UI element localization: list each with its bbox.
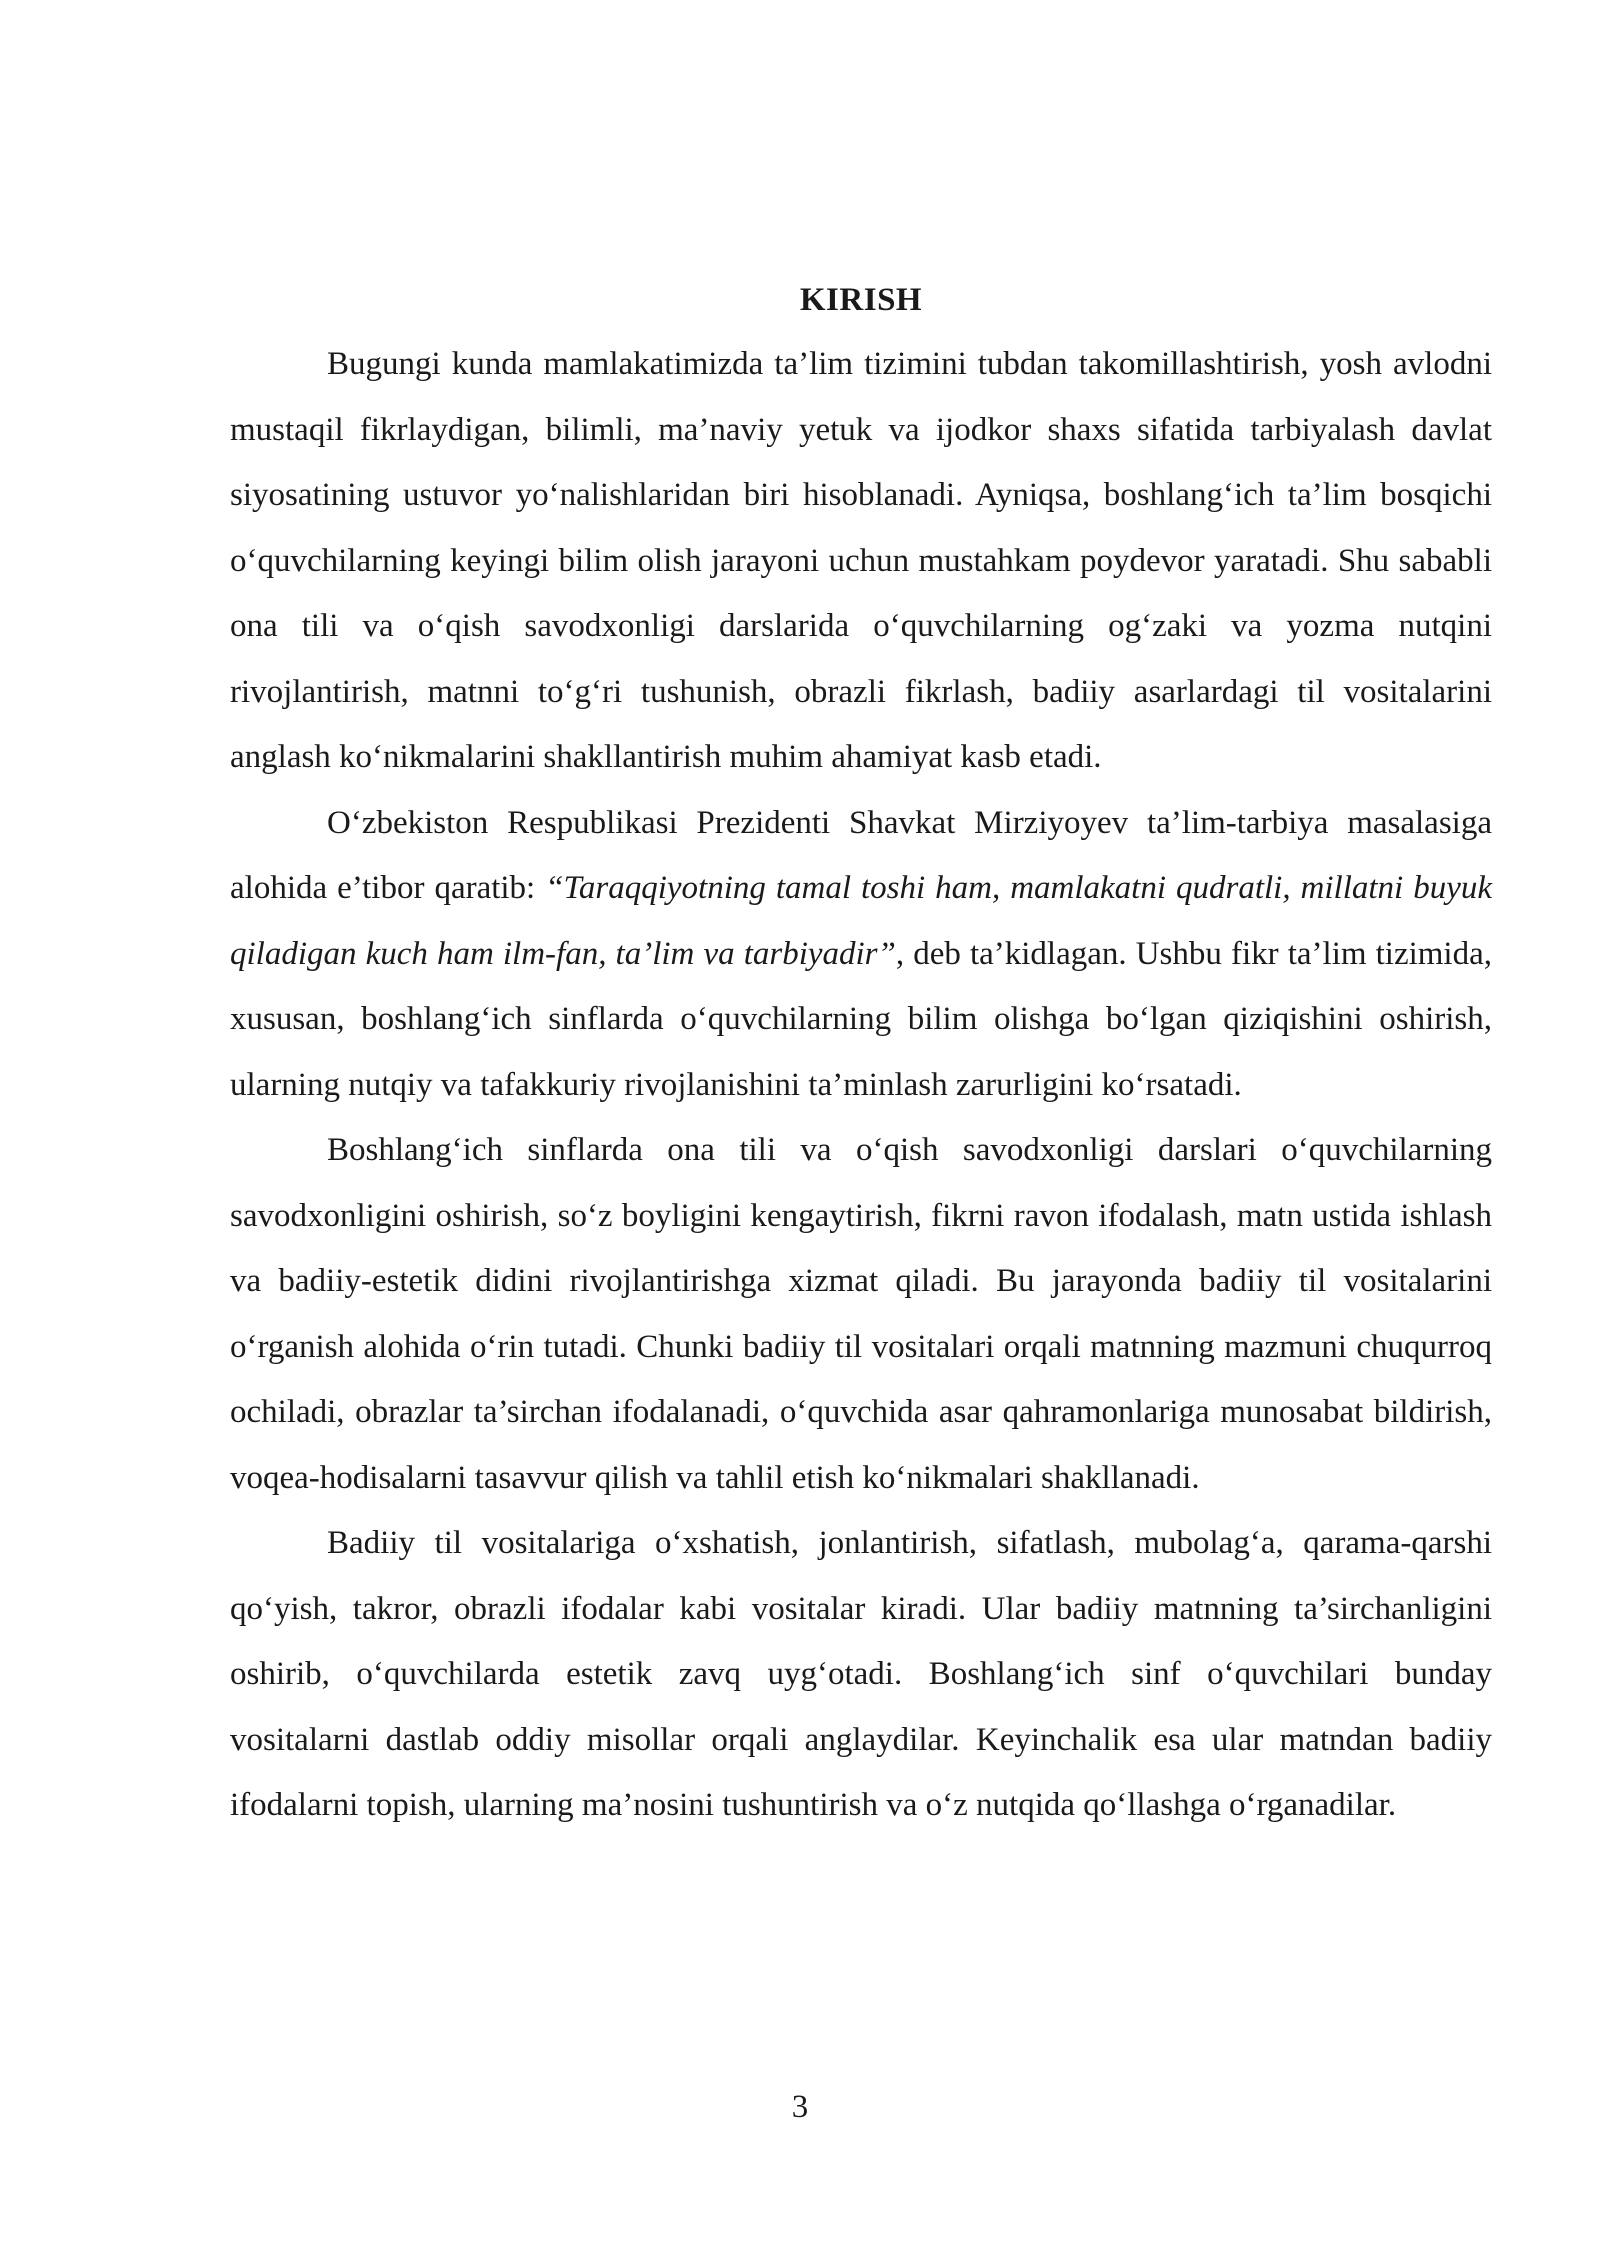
- page-number: 3: [791, 2089, 809, 2125]
- paragraph-1: Bugungi kunda mamlakatimizda ta’lim tizimini tubdan takomillashtirish, yosh avlodni mustaqil fikrlaydigan, bilimli, ma’naviy yetuk va ijodkor shaxs sifatida tarbiyalash davlat siyosatining ustuvor yo‘nalishlaridan biri hisoblanadi. Ayniqsa, boshlang‘ich ta’lim bosqichi o‘quvchilarning keyingi bilim olish jarayoni uchun mustahkam poydevor yaratadi. Shu sababli ona tili va o‘qish savodxonligi darslarida o‘quvchilarning og‘zaki va yozma nutqini rivojlantirish, matnni to‘g‘ri tushunish, obrazli fikrlash, badiiy asarlardagi til vositalarini anglash ko‘nikmalarini shakllantirish muhim ahamiyat kasb etadi.: [230, 346, 1492, 775]
- paragraph-2: [230, 791, 1492, 1119]
- paragraph-2-intro: O‘zbekiston Respublikasi Prezidenti Shavkat Mirziyoyev ta’lim-tarbiya masalasiga alohida e’tibor qaratib:: [230, 804, 1492, 906]
- section-title: KIRISH: [799, 282, 923, 318]
- president-quote: “Taraqqiyotning tamal toshi ham, mamlakatni qudratli, millatni buyuk qiladigan kuch ham ilm-fan, ta’lim va tarbiyadir”: [230, 870, 1492, 972]
- page-content: [230, 268, 1492, 1839]
- paragraph-2-rest: , deb ta’kidlagan. Ushbu fikr ta’lim tizimida, xususan, boshlang‘ich sinflarda o‘quvchilarning bilim olishga bo‘lgan qiziqishini oshirish, ularning nutqiy va tafakkuriy rivojlanishini ta’minlash zarurligini ko‘rsatadi.: [230, 935, 1492, 1103]
- paragraph-3: Boshlang‘ich sinflarda ona tili va o‘qish savodxonligi darslari o‘quvchilarning savodxonligini oshirish, so‘z boyligini kengaytirish, fikrni ravon ifodalash, matn ustida ishlash va badiiy-estetik didini rivojlantirishga xizmat qiladi. Bu jarayonda badiiy til vositalarini o‘rganish alohida o‘rin tutadi. Chunki badiiy til vositalari orqali matnning mazmuni chuqurroq ochiladi, obrazlar ta’sirchan ifodalanadi, o‘quvchida asar qahramonlariga munosabat bildirish, voqea-hodisalarni tasavvur qilish va tahlil etish ko‘nikmalari shakllanadi.: [230, 1132, 1492, 1496]
- paragraph-4: Badiiy til vositalariga o‘xshatish, jonlantirish, sifatlash, mubolag‘a, qarama-qarshi qo‘yish, takror, obrazli ifodalar kabi vositalar kiradi. Ular badiiy matnning ta’sirchanligini oshirib, o‘quvchilarda estetik zavq uyg‘otadi. Boshlang‘ich sinf o‘quvchilari bunday vositalarni dastlab oddiy misollar orqali anglaydilar. Keyinchalik esa ular matndan badiiy ifodalarni topish, ularning ma’nosini tushuntirish va o‘z nutqida qo‘llashga o‘rganadilar.: [230, 1525, 1492, 1823]
